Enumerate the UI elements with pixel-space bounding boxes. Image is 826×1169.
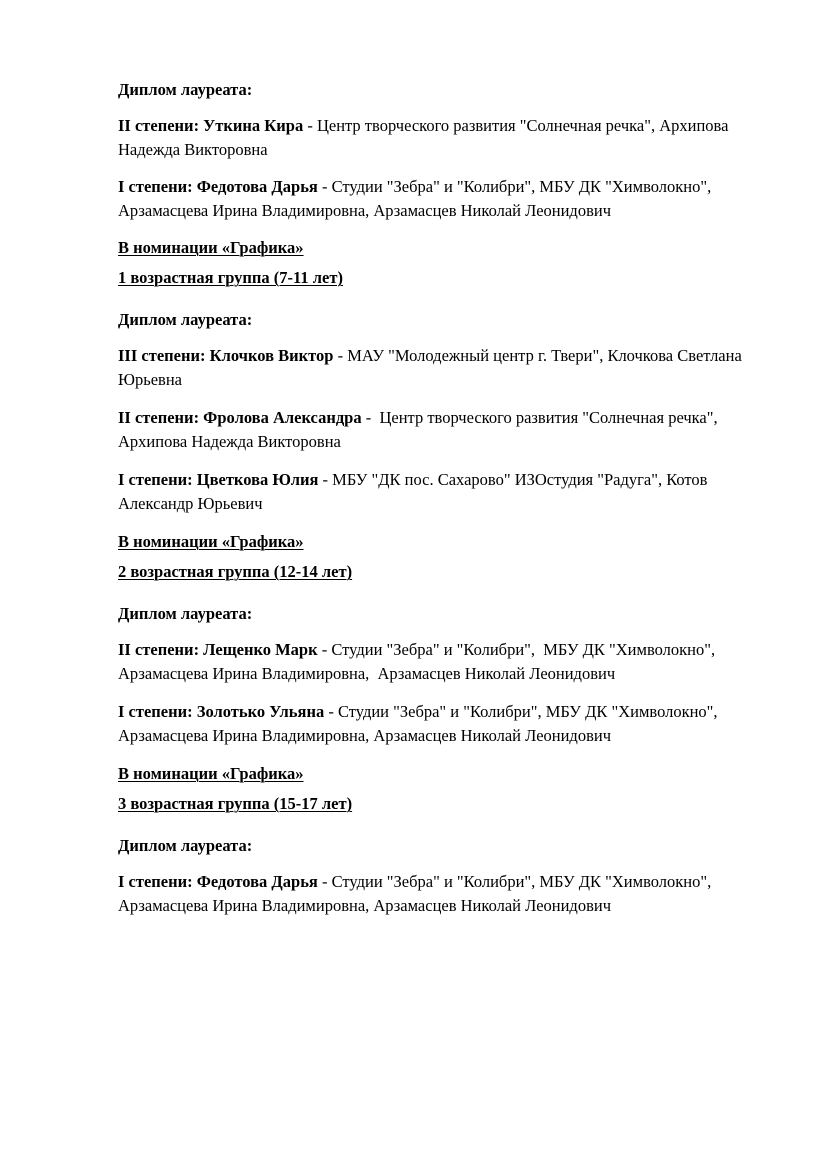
age-group-heading: 1 возрастная группа (7-11 лет) [118, 268, 343, 287]
laureate-entry [118, 114, 788, 162]
entry-details: Студии "Зебра" и "Колибри", МБУ ДК "Химволокно", Арзамасцева Ирина Владимировна, Арзамасцев Николай Леонидович [118, 177, 712, 220]
entry-details: Студии "Зебра" и "Колибри", МБУ ДК "Химволокно", Арзамасцева Ирина Владимировна, Арзамасцев Николай Леонидович [118, 872, 712, 915]
entry-degree-name: II степени: Уткина Кира [118, 116, 304, 135]
entry-separator: - [303, 116, 317, 135]
document-page [118, 78, 788, 918]
nomination-heading: В номинации «Графика» [118, 532, 304, 551]
entry-details: Студии "Зебра" и "Колибри", МБУ ДК "Химволокно", Арзамасцева Ирина Владимировна, Арзамасцев Николай Леонидович [118, 702, 718, 745]
entry-degree-name: I степени: Золотько Ульяна [118, 702, 325, 721]
entry-degree-name: III степени: Клочков Виктор [118, 346, 334, 365]
award-heading: Диплом лауреата: [118, 836, 253, 855]
laureate-entry [118, 468, 778, 516]
entry-separator: - [324, 702, 338, 721]
entry-separator: - [317, 872, 332, 891]
nomination-heading: В номинации «Графика» [118, 238, 304, 257]
age-group-heading: 3 возрастная группа (15-17 лет) [118, 794, 353, 813]
entry-separator: - [333, 346, 348, 365]
laureate-entry [118, 344, 788, 392]
age-group-heading: 2 возрастная группа (12-14 лет) [118, 562, 353, 581]
entry-separator: - [317, 640, 332, 659]
entry-degree-name: I степени: Цветкова Юлия [118, 470, 319, 489]
entry-details: МБУ "ДК пос. Сахарово" ИЗОстудия "Радуга", Котов Александр Юрьевич [118, 470, 708, 513]
laureate-entry [118, 638, 788, 686]
award-heading: Диплом лауреата: [118, 310, 253, 329]
entry-degree-name: II степени: Фролова Александра [118, 408, 362, 427]
entry-degree-name: I степени: Федотова Дарья [118, 872, 318, 891]
entry-details: Центр творческого развития "Солнечная речка", Архипова Надежда Викторовна [118, 116, 729, 159]
entry-details: МАУ "Молодежный центр г. Твери", Клочкова Светлана Юрьевна [118, 346, 742, 389]
entry-details: Студии "Зебра" и "Колибри", МБУ ДК "Химволокно", Арзамасцева Ирина Владимировна, Арзамасцев Николай Леонидович [118, 640, 724, 683]
entry-separator: - [317, 177, 332, 196]
entry-details: Центр творческого развития "Солнечная речка", Архипова Надежда Викторовна [118, 408, 718, 451]
entry-separator: - [318, 470, 333, 489]
laureate-entry [118, 406, 788, 454]
laureate-entry [118, 700, 788, 748]
award-heading: Диплом лауреата: [118, 604, 253, 623]
laureate-entry [118, 870, 788, 918]
laureate-entry [118, 175, 788, 223]
entry-degree-name: II степени: Лещенко Марк [118, 640, 318, 659]
entry-degree-name: I степени: Федотова Дарья [118, 177, 318, 196]
entry-separator: - [361, 408, 380, 427]
nomination-heading: В номинации «Графика» [118, 764, 304, 783]
award-heading: Диплом лауреата: [118, 80, 253, 99]
